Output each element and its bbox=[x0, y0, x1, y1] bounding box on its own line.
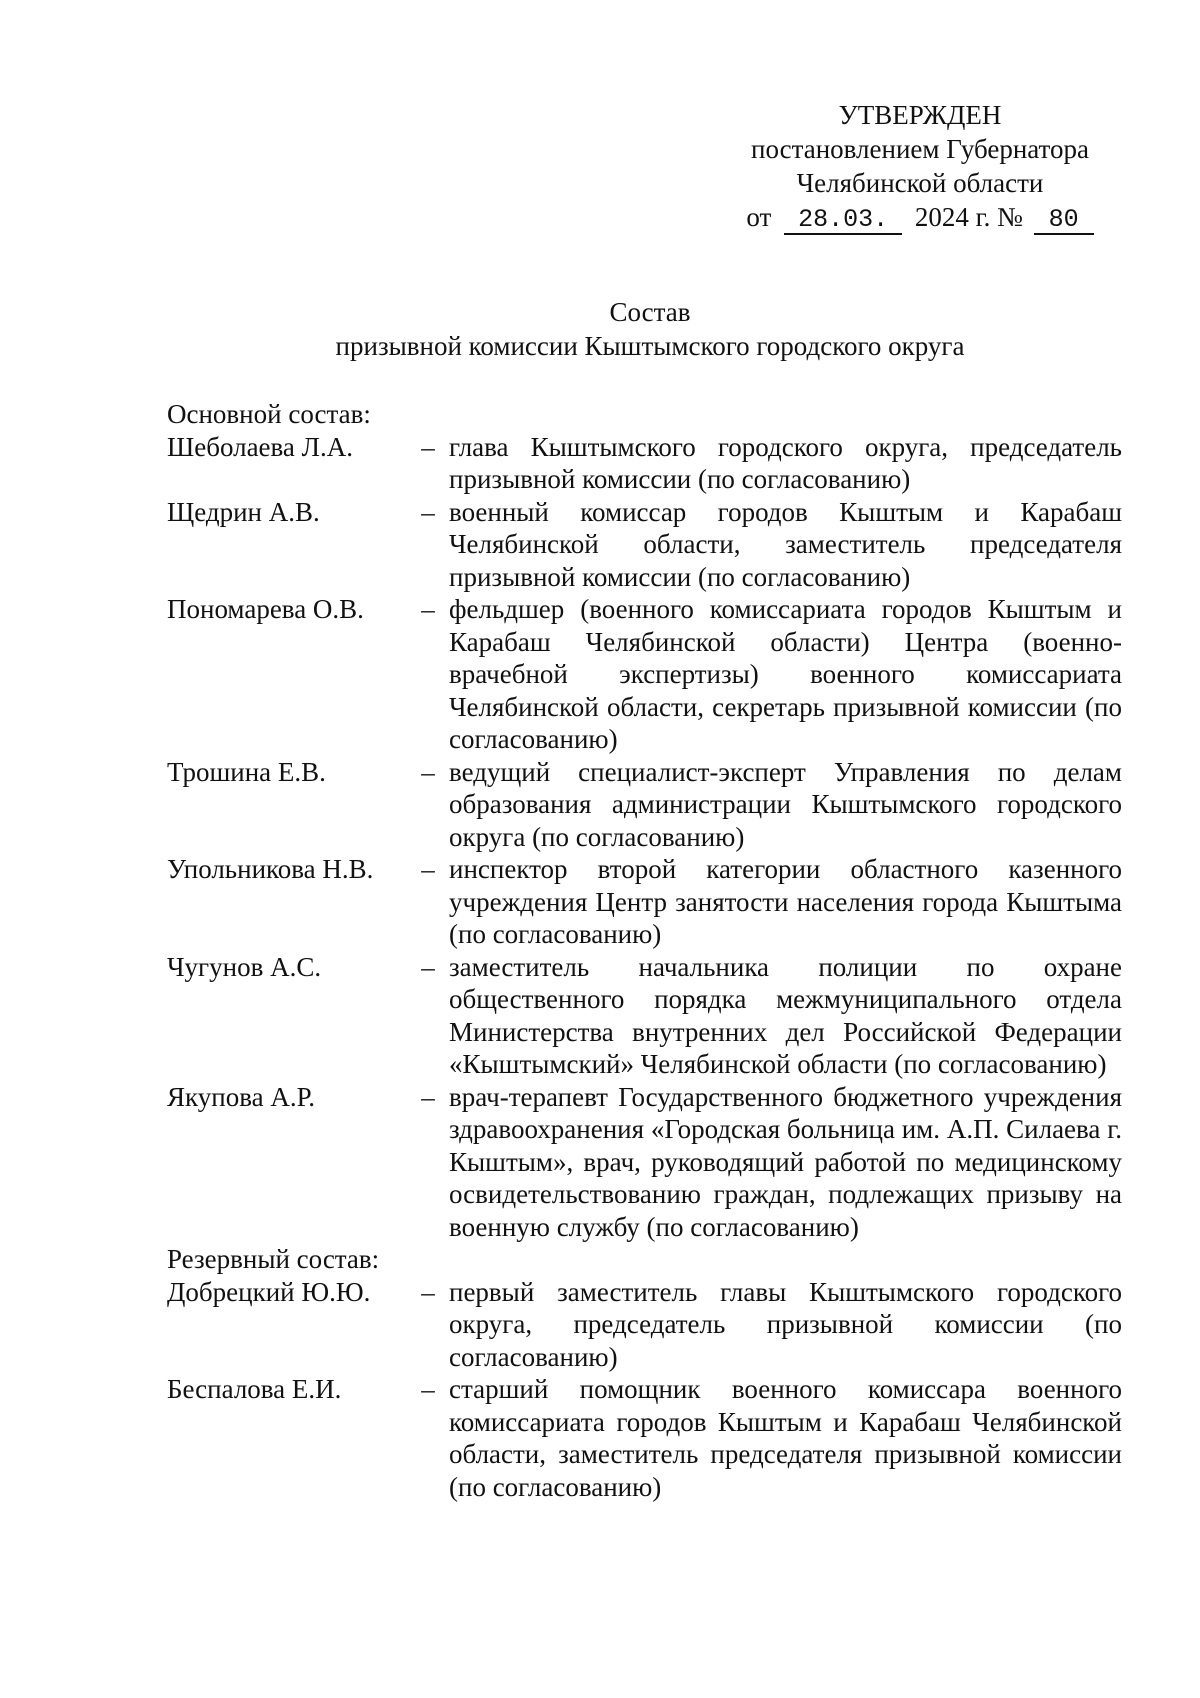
member-role: фельдшер (военного комиссариата городов Кыштым и Карабаш Челябинской области) Центра (военно-врачебной экспертизы) военного комиссариата Челябинской области, секретарь призывной комиссии (по согласованию) bbox=[449, 594, 1122, 754]
member-dash: – bbox=[421, 496, 435, 527]
member-role: первый заместитель главы Кыштымского городского округа, председатель призывной комиссии (по согласованию) bbox=[449, 1276, 1122, 1372]
approval-date-line bbox=[720, 200, 1120, 235]
member-role: ведущий специалист-эксперт Управления по делам образования администрации Кыштымского городского округа (по согласованию) bbox=[449, 756, 1122, 852]
commission-list bbox=[167, 398, 1122, 1503]
approval-line-decree: постановлением Губернатора bbox=[751, 134, 1089, 164]
member-dash: – bbox=[421, 1276, 435, 1307]
member-name: Трошина Е.В. bbox=[167, 756, 326, 787]
member-dash: – bbox=[421, 431, 435, 462]
member-name: Добрецкий Ю.Ю. bbox=[167, 1276, 371, 1307]
member-dash: – bbox=[421, 1081, 435, 1112]
date-prefix: от bbox=[746, 202, 772, 232]
member-name: Якупова А.Р. bbox=[167, 1081, 315, 1112]
member-row bbox=[167, 1081, 1122, 1244]
member-name: Беспалова Е.И. bbox=[167, 1374, 342, 1404]
title-line-2: призывной комиссии Кыштымского городского округа bbox=[335, 331, 965, 361]
member-row bbox=[167, 853, 1122, 951]
member-row bbox=[167, 951, 1122, 1081]
member-row bbox=[167, 1373, 1122, 1503]
member-dash: – bbox=[421, 951, 435, 982]
member-row bbox=[167, 593, 1122, 756]
member-dash: – bbox=[421, 1374, 435, 1404]
year-and-number-label: 2024 г. № bbox=[914, 202, 1023, 232]
member-name: Щедрин А.В. bbox=[167, 496, 320, 527]
main-section-label: Основной состав: bbox=[167, 399, 371, 429]
member-row bbox=[167, 756, 1122, 854]
document-title bbox=[150, 295, 1150, 363]
approval-stamp bbox=[720, 98, 1120, 235]
member-name: Пономарева О.В. bbox=[167, 594, 364, 624]
member-dash: – bbox=[421, 594, 435, 624]
decree-number: 80 bbox=[1034, 207, 1094, 235]
member-role: старший помощник военного комиссара военного комиссариата городов Кыштым и Карабаш Челябинской области, заместитель председателя призывной комиссии (по согласованию) bbox=[449, 1374, 1122, 1502]
member-dash: – bbox=[421, 756, 435, 787]
member-name: Чугунов А.С. bbox=[167, 951, 322, 982]
member-row bbox=[167, 496, 1122, 594]
member-name: Шеболаева Л.А. bbox=[167, 431, 353, 462]
member-role: глава Кыштымского городского округа, председатель призывной комиссии (по согласованию) bbox=[449, 431, 1122, 494]
member-row bbox=[167, 431, 1122, 496]
member-row bbox=[167, 1276, 1122, 1374]
approval-heading: УТВЕРЖДЕН bbox=[838, 100, 1002, 130]
member-role: заместитель начальника полиции по охране общественного порядка межмуниципального отдела Министерства внутренних дел Российской Федерации «Кыштымский» Челябинской области (по согласованию) bbox=[449, 951, 1122, 1079]
title-line-1: Состав bbox=[609, 297, 691, 327]
date-value: 28.03. bbox=[784, 207, 902, 235]
reserve-section-label: Резервный состав: bbox=[167, 1244, 380, 1274]
member-dash: – bbox=[421, 854, 435, 884]
member-role: врач-терапевт Государственного бюджетного учреждения здравоохранения «Городская больница им. А.П. Силаева г. Кыштым», врач, руководящий работой по медицинскому освидетельствованию граждан, подлежащих призыву на военную службу (по согласованию) bbox=[449, 1081, 1122, 1242]
member-name: Упольникова Н.В. bbox=[167, 854, 374, 884]
member-role: инспектор второй категории областного казенного учреждения Центр занятости населения города Кыштыма (по согласованию) bbox=[449, 854, 1122, 949]
approval-line-region: Челябинской области bbox=[796, 168, 1044, 198]
member-role: военный комиссар городов Кыштым и Карабаш Челябинской области, заместитель председателя призывной комиссии (по согласованию) bbox=[449, 496, 1122, 592]
